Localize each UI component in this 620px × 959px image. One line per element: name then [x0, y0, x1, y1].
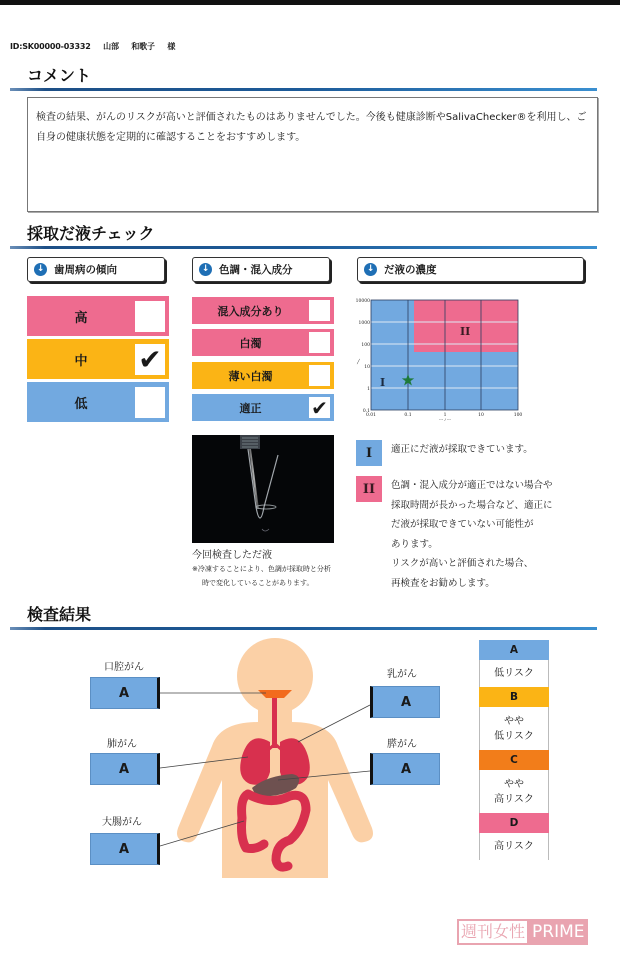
saliva-check-rule	[10, 246, 597, 249]
svg-text:╱: ╱	[357, 360, 360, 365]
organ-label-pancreas: 膵がん	[387, 739, 417, 750]
grade-box-pancreas: A	[370, 753, 440, 785]
legend-text-II	[391, 476, 553, 593]
patient-surname: 山部	[103, 42, 119, 51]
key-grade-B: B	[479, 687, 549, 707]
svg-text:10000: 10000	[355, 299, 370, 304]
key-grade-A: A	[479, 640, 549, 660]
key-grade-D: D	[479, 813, 549, 833]
svg-text:1000: 1000	[358, 321, 370, 326]
option-checkbox	[309, 332, 330, 353]
legend-text-I	[391, 440, 533, 460]
organ-label-breast: 乳がん	[387, 669, 417, 680]
option-label: 適正	[239, 401, 262, 415]
key-desc-line: やや	[504, 715, 524, 727]
periodontal-header-label: 歯周病の傾向	[54, 264, 117, 276]
legend-line: リスクが高いと評価された場合、	[391, 558, 534, 569]
option-label: 薄い白濁	[228, 369, 273, 383]
check-icon: ✔	[135, 344, 165, 375]
svg-text:0.01: 0.01	[365, 413, 377, 418]
legend-line: 色調・混入成分が適正ではない場合や	[391, 480, 553, 491]
comment-box	[27, 97, 598, 212]
concentration-chart	[352, 293, 524, 421]
svg-text:10: 10	[364, 365, 370, 370]
level-label: 低	[74, 396, 88, 412]
color-mix-option-proper	[192, 394, 334, 421]
watermark-left: 週刊女性	[457, 919, 529, 945]
grade-box-lung: A	[90, 753, 160, 785]
key-desc-B	[479, 707, 549, 750]
check-icon: ✔	[309, 397, 330, 418]
key-desc-C	[479, 770, 549, 813]
arrow-down-circle-icon: ↓	[199, 263, 212, 276]
legend-swatch-I: I	[356, 440, 382, 466]
color-mix-option-contaminant	[192, 297, 334, 324]
level-label: 高	[74, 310, 88, 326]
organ-label-oral: 口腔がん	[104, 662, 144, 673]
grade-box-colon: A	[90, 833, 160, 865]
key-desc-A	[479, 660, 549, 687]
legend-line: 再検査をお勧めします。	[391, 577, 495, 589]
svg-text:0.1: 0.1	[362, 409, 370, 414]
grade-box-oral: A	[90, 677, 160, 709]
color-mix-header	[192, 257, 330, 282]
results-rule	[10, 627, 597, 630]
level-checkbox	[135, 387, 165, 418]
patient-given-name: 和歌子	[131, 42, 155, 51]
concentration-header-label: だ液の濃度	[384, 264, 437, 276]
arrow-down-circle-icon: ↓	[34, 263, 47, 276]
photo-note-line-2: 時で変化していることがあります。	[202, 579, 314, 587]
legend-line: 適正にだ液が採取できています。	[391, 444, 533, 455]
photo-caption: 今回検査しただ液	[192, 550, 272, 561]
patient-honorific: 様	[167, 42, 176, 51]
key-desc-line: 低リスク	[494, 730, 534, 742]
saliva-sample-photo	[192, 435, 334, 543]
color-mix-header-label: 色調・混入成分	[219, 264, 293, 276]
level-checkbox	[135, 301, 165, 332]
legend-line: あります。	[391, 538, 438, 550]
comment-section-title: コメント	[27, 66, 92, 85]
organ-label-colon: 大腸がん	[102, 817, 142, 828]
periodontal-header	[27, 257, 165, 282]
watermark-logo	[457, 919, 588, 945]
risk-key	[479, 640, 549, 860]
key-desc-line: 高リスク	[494, 793, 534, 805]
periodontal-level-low	[27, 382, 169, 422]
key-grade-C: C	[479, 750, 549, 770]
legend-line: 採取時間が長かった場合など、適正に	[391, 499, 553, 511]
patient-id-line	[10, 41, 185, 52]
watermark-right: PRIME	[529, 919, 588, 945]
concentration-header	[357, 257, 584, 282]
svg-text:I: I	[380, 376, 386, 389]
svg-text:100: 100	[361, 343, 370, 348]
svg-text:10: 10	[478, 413, 484, 418]
results-title: 検査結果	[27, 605, 92, 624]
periodontal-level-high	[27, 296, 169, 336]
comment-section-rule	[10, 88, 597, 91]
key-desc-line: やや	[504, 778, 524, 790]
legend-item-I	[356, 440, 533, 466]
svg-text:0.1: 0.1	[404, 413, 412, 418]
saliva-check-title: 採取だ液チェック	[27, 224, 155, 243]
svg-text:1: 1	[367, 387, 370, 392]
periodontal-level-medium	[27, 339, 169, 379]
color-mix-option-slightly-cloudy	[192, 362, 334, 389]
color-mix-option-cloudy	[192, 329, 334, 356]
level-label: 中	[74, 353, 88, 369]
svg-text:--- / ---: --- / ---	[439, 417, 451, 421]
svg-text:II: II	[460, 325, 471, 338]
key-desc-line: 低リスク	[494, 668, 534, 679]
arrow-down-circle-icon: ↓	[364, 263, 377, 276]
organ-label-lung: 肺がん	[107, 739, 137, 750]
svg-text:100: 100	[513, 413, 523, 418]
key-desc-line: 高リスク	[494, 841, 534, 852]
legend-line: だ液が採取できていない可能性が	[391, 519, 534, 530]
key-desc-D	[479, 833, 549, 860]
photo-note-line-1: ※冷凍することにより、色調が採取時と分析	[192, 565, 331, 573]
option-checkbox	[309, 365, 330, 386]
option-checkbox	[309, 300, 330, 321]
option-label: 白濁	[239, 336, 262, 350]
patient-id: ID:SK00000-03332	[10, 42, 91, 51]
top-border	[0, 0, 620, 5]
legend-swatch-II: II	[356, 476, 382, 502]
legend-item-II	[356, 476, 553, 593]
grade-box-breast: A	[370, 686, 440, 718]
svg-text:1: 1	[443, 413, 447, 418]
comment-text: 検査の結果、がんのリスクが高いと評価されたものはありませんでした。今後も健康診断やSalivaChecker®を利用し、ご自身の健康状態を定期的に確認することをおすすめします。	[36, 112, 587, 143]
option-label: 混入成分あり	[217, 304, 284, 318]
